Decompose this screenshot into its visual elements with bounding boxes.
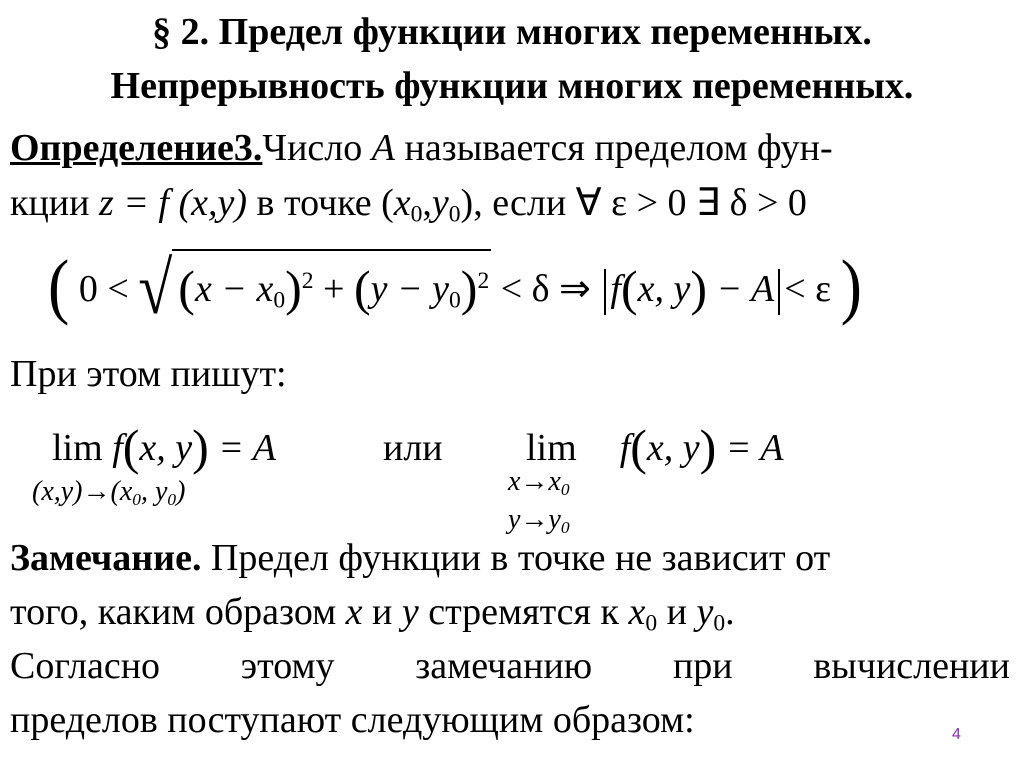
limit-2-args: x, y (646, 427, 700, 469)
plus-sign: + (323, 268, 345, 310)
point-y: y (431, 182, 449, 224)
subscript-zero: 0 (449, 287, 461, 314)
subscript-zero: 0 (645, 610, 658, 637)
abs-bar-left (604, 269, 606, 315)
limit-2-subscript-y (508, 504, 570, 536)
subscript-zero: 0 (560, 517, 570, 537)
minus-a: − A (716, 268, 775, 310)
less-than-epsilon: < ε (784, 268, 832, 310)
subscript-zero: 0 (167, 489, 177, 509)
implies-part: < δ ⇒ (500, 268, 591, 310)
or-word: или (383, 427, 443, 469)
remark-text-3: стремятся к (418, 591, 629, 633)
definition-text: Число (262, 127, 372, 169)
var-a: A (371, 127, 395, 169)
var-y: y (696, 591, 714, 633)
function-args: x, y (637, 268, 691, 310)
left-paren: ( (48, 244, 70, 327)
limit-1-under-end: ) (176, 476, 186, 507)
title-line-1: § 2. Предел функции многих переменных. (152, 11, 872, 53)
condition-lead: 0 < (78, 268, 129, 310)
limit-2-subscript-x (508, 466, 570, 498)
remark-word: Согласно (10, 645, 161, 687)
subscript-zero: 0 (410, 201, 423, 228)
definition-text-3: кции (10, 182, 99, 224)
remark-text-1: Предел функции в точке не зависит от (201, 537, 831, 579)
limit-2-expression: lim f(x, y) = A (526, 419, 784, 475)
remark-word: при (672, 645, 733, 687)
subscript-zero: 0 (132, 489, 141, 509)
subscript-zero: 0 (560, 479, 570, 499)
lim-1: lim (52, 427, 103, 469)
remark-word: вычислении (813, 645, 1010, 687)
definition-label: Определение3. (10, 127, 263, 169)
and-word: и (362, 591, 402, 633)
remark-text-2: того, каким образом (10, 591, 346, 633)
lim-2: lim (526, 427, 577, 469)
square-root (138, 248, 491, 330)
limit-2-under-x: x→x (508, 466, 561, 497)
limit-2-under-y: y→y (508, 504, 561, 535)
remark-line-3 (10, 644, 1010, 688)
radical-sign: √ (138, 248, 173, 330)
limit-1-under-mid: , y (140, 476, 168, 507)
title-line-2: Непрерывность функции многих переменных. (110, 65, 914, 107)
var-x: x (628, 591, 646, 633)
limit-1-expression: lim f(x, y) = A (52, 419, 276, 475)
function-expression: z = f (x,y) (98, 182, 248, 224)
abs-bar-right (778, 269, 780, 315)
subscript-zero: 0 (713, 610, 726, 637)
remark-line-4: пределов поступают следующим образом: (10, 699, 695, 741)
var-y: y (401, 591, 419, 633)
remark-label: Замечание. (10, 537, 202, 579)
limit-1-equals: = A (218, 427, 276, 469)
definition-text-2: называется пределом фун- (394, 127, 833, 169)
remark-word: замечанию (415, 645, 593, 687)
remark-line-1 (10, 536, 830, 580)
limit-1-f: f (112, 427, 123, 469)
function-f: f (610, 268, 621, 310)
limit-2-equals: = A (725, 427, 784, 469)
subscript-zero: 0 (273, 287, 286, 314)
definition-line-1 (10, 126, 833, 170)
point-x: x (393, 182, 411, 224)
period: . (725, 591, 735, 633)
term-x: x − x (194, 268, 274, 310)
remark-word: этому (240, 645, 335, 687)
when-written-text: При этом пишут: (10, 353, 287, 395)
page-number: 4 (952, 726, 961, 743)
remark-line-2 (10, 590, 735, 637)
limit-1-under: (x,y)→(x (32, 476, 133, 507)
subscript-zero: 0 (448, 201, 461, 228)
and-word: и (657, 591, 697, 633)
definition-text-4: в точке ( (247, 182, 394, 224)
limit-condition-formula: ( 0 < √ $(x - x_0)^2 + (y - y_0)^2 < \delta$ ⇒ f(x, y) − A < ε ) (48, 244, 862, 330)
right-paren: ) (840, 244, 862, 327)
definition-text-5: ), если ∀ ε > 0 ∃ δ > 0 (460, 182, 807, 224)
definition-line-2: кции z = f (x,y) в точке $(x_0,y_0)$, если ∀ ε > 0 ∃ δ > 0 (10, 182, 807, 228)
exponent: 2 (477, 268, 490, 295)
limit-1-subscript (32, 476, 185, 508)
radicand: $(x - x_0)^2 + (y - y_0)^2$ (172, 249, 491, 311)
limit-1-args: x, y (139, 427, 193, 469)
var-x: x (345, 591, 363, 633)
term-y: y − y (370, 268, 449, 310)
limit-2-f: f (619, 427, 631, 469)
exponent: 2 (301, 268, 314, 295)
